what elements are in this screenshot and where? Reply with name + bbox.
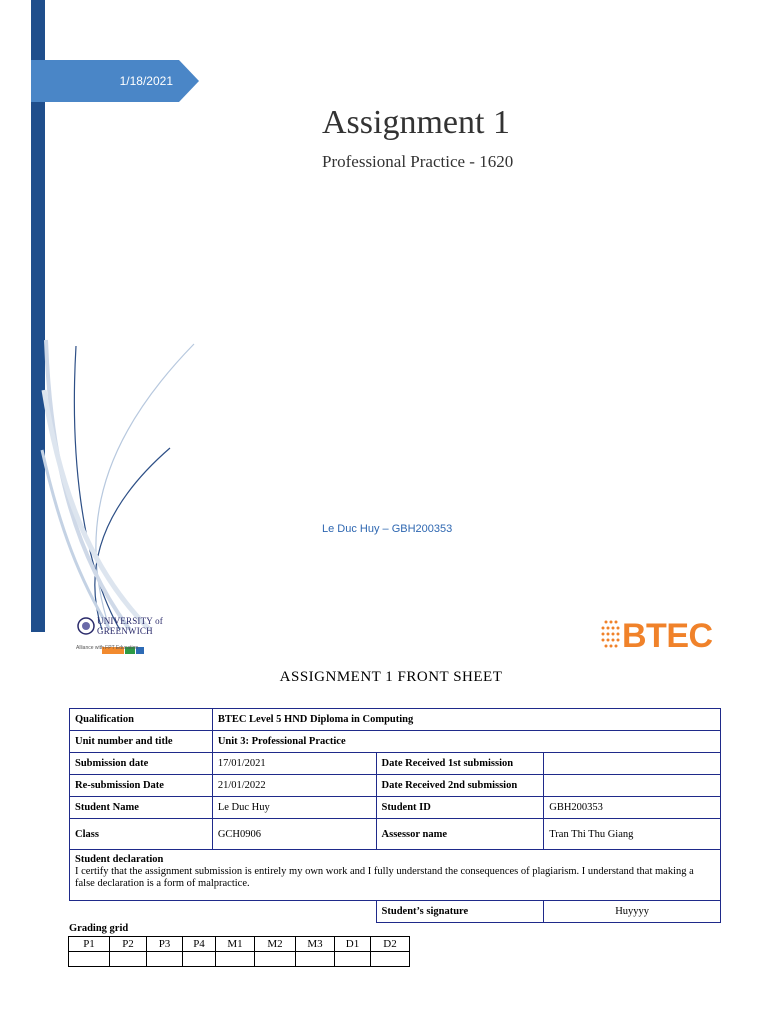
grade-header-p1: P1 <box>69 937 110 952</box>
cover-subtitle: Professional Practice - 1620 <box>322 152 514 171</box>
grading-grid-header-row <box>69 937 410 952</box>
grade-value-m3 <box>296 952 335 967</box>
date-received-1-value <box>544 753 721 775</box>
table-row <box>70 901 721 923</box>
grading-grid-title: Grading grid <box>69 923 129 934</box>
grade-header-m1: M1 <box>216 937 255 952</box>
grade-header-d1: D1 <box>335 937 371 952</box>
grade-header-p3: P3 <box>147 937 183 952</box>
alliance-text: Alliance with FPT Education <box>76 645 139 651</box>
grade-header-p4: P4 <box>183 937 216 952</box>
student-name-value: Le Duc Huy <box>212 797 376 819</box>
grade-value-p1 <box>69 952 110 967</box>
front-sheet-table <box>69 708 721 923</box>
assessor-value: Tran Thi Thu Giang <box>544 819 721 850</box>
class-label: Class <box>70 819 213 850</box>
class-value: GCH0906 <box>212 819 376 850</box>
btec-logo-text: BTEC <box>622 617 713 655</box>
grade-value-p2 <box>110 952 147 967</box>
grade-header-m2: M2 <box>255 937 296 952</box>
table-row <box>70 819 721 850</box>
decorative-curves <box>40 330 210 630</box>
student-id-label: Student ID <box>376 797 544 819</box>
table-row <box>70 731 721 753</box>
grading-grid <box>68 936 410 967</box>
cover-date: 1/18/2021 <box>119 74 173 88</box>
date-received-2-label: Date Received 2nd submission <box>376 775 544 797</box>
unit-label: Unit number and title <box>70 731 213 753</box>
grade-value-p4 <box>183 952 216 967</box>
date-received-2-value <box>544 775 721 797</box>
table-row <box>70 775 721 797</box>
unit-value: Unit 3: Professional Practice <box>212 731 720 753</box>
student-name-label: Student Name <box>70 797 213 819</box>
resubmission-date-value: 21/01/2022 <box>212 775 376 797</box>
author-line: Le Duc Huy – GBH200353 <box>322 523 453 535</box>
declaration-title: Student declaration <box>75 854 164 865</box>
grade-value-p3 <box>147 952 183 967</box>
signature-value: Huyyyy <box>544 901 721 923</box>
submission-date-value: 17/01/2021 <box>212 753 376 775</box>
university-logo-text: UNIVERSITY of GREENWICH <box>97 616 164 636</box>
empty-cell <box>70 901 377 923</box>
grade-header-p2: P2 <box>110 937 147 952</box>
cover-title: Assignment 1 <box>322 104 510 141</box>
declaration-text: I certify that the assignment submission is entirely my own work and I fully understand the consequences of plagiarism. I understand that making a false declaration is a form of malpractice. <box>75 866 694 889</box>
front-sheet-heading: ASSIGNMENT 1 FRONT SHEET <box>279 669 503 685</box>
qualification-value: BTEC Level 5 HND Diploma in Computing <box>212 709 720 731</box>
table-row <box>70 753 721 775</box>
grade-value-d1 <box>335 952 371 967</box>
date-tab-arrow <box>179 60 199 102</box>
signature-label: Student’s signature <box>376 901 544 923</box>
assessor-label: Assessor name <box>376 819 544 850</box>
table-row <box>70 850 721 901</box>
date-received-1-label: Date Received 1st submission <box>376 753 544 775</box>
grade-header-m3: M3 <box>296 937 335 952</box>
submission-date-label: Submission date <box>70 753 213 775</box>
student-declaration <box>70 850 721 901</box>
grading-grid-value-row <box>69 952 410 967</box>
table-row <box>70 709 721 731</box>
grade-value-m1 <box>216 952 255 967</box>
grade-value-d2 <box>371 952 410 967</box>
table-row <box>70 797 721 819</box>
resubmission-date-label: Re-submission Date <box>70 775 213 797</box>
grade-value-m2 <box>255 952 296 967</box>
qualification-label: Qualification <box>70 709 213 731</box>
student-id-value: GBH200353 <box>544 797 721 819</box>
grade-header-d2: D2 <box>371 937 410 952</box>
